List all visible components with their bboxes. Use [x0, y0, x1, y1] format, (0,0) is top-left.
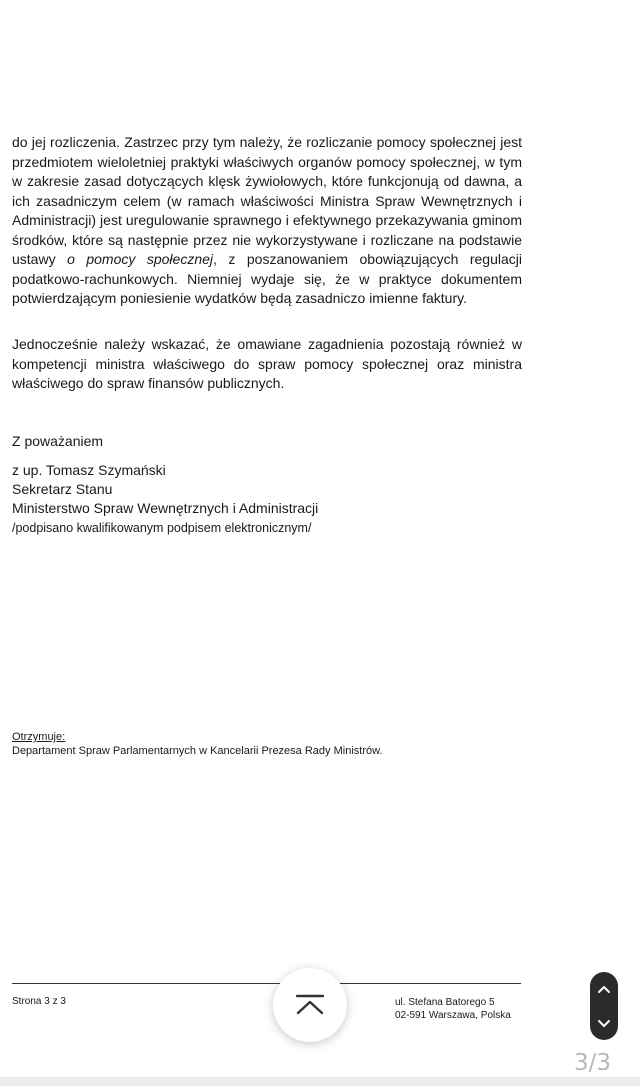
chevron-down-icon	[597, 1019, 611, 1028]
paragraph-1-text-b: , z poszanowaniem obowiązujących regulacji podatkowo-rachunkowych. Niemniej wydaje się, że w praktyce dokumentem potwierdzającym poniesienie wydatków będą zasadniczo imienne faktury.	[12, 251, 522, 306]
signatory-role: Sekretarz Stanu	[12, 481, 113, 497]
footer-address-line-1: ul. Stefana Batorego 5	[395, 997, 495, 1008]
footer-address-line-2: 02-591 Warszawa, Polska	[395, 1010, 511, 1021]
signatory-ministry: Ministerstwo Spraw Wewnętrznych i Administracji	[12, 500, 319, 516]
footer-page-number: Strona 3 z 3	[12, 996, 66, 1007]
footer-address	[395, 996, 511, 1022]
recipient-item: Departament Spraw Parlamentarnych w Kancelarii Prezesa Rady Ministrów.	[12, 745, 383, 757]
double-chevron-up-icon	[295, 994, 325, 1016]
act-title-italic: o pomocy społecznej	[67, 251, 213, 267]
page-navigator	[590, 972, 618, 1040]
viewer-bottom-strip	[0, 1077, 640, 1086]
recipients-label: Otrzymuje:	[12, 731, 66, 743]
body-paragraph-1	[12, 133, 522, 309]
signatory-name: z up. Tomasz Szymański	[12, 462, 166, 478]
footer-divider	[12, 983, 521, 984]
body-paragraph-2: Jednocześnie należy wskazać, że omawiane zagadnienia pozostają również w kompetencji ministra właściwego do spraw pomocy społecznej oraz ministra właściwego do spraw finansów publicznych.	[12, 336, 522, 391]
next-page-button[interactable]	[590, 1008, 618, 1038]
closing-salutation: Z poważaniem	[12, 433, 104, 449]
electronic-signature-note: /podpisano kwalifikowanym podpisem elektronicznym/	[12, 521, 312, 535]
previous-page-button[interactable]	[590, 974, 618, 1004]
chevron-up-icon	[597, 985, 611, 994]
paragraph-1-text-a: do jej rozliczenia. Zastrzec przy tym należy, że rozliczanie pomocy społecznej jest przedmiotem wieloletniej praktyki właściwych organów pomocy społecznej, w tym w zakresie zasad dotyczących klęsk żywiołowych, które funkcjonują od dawna, a ich zasadniczym celem (w ramach właściwości Ministra Spraw Wewnętrznych i Administracji) jest uregulowanie sprawnego i efektywnego przekazywania gminom środków, które są następnie przez nie wykorzystywane i rozliczane na podstawie ustawy	[12, 134, 522, 267]
scroll-to-top-button[interactable]	[273, 968, 347, 1042]
page-indicator: 3/3	[574, 1050, 612, 1076]
